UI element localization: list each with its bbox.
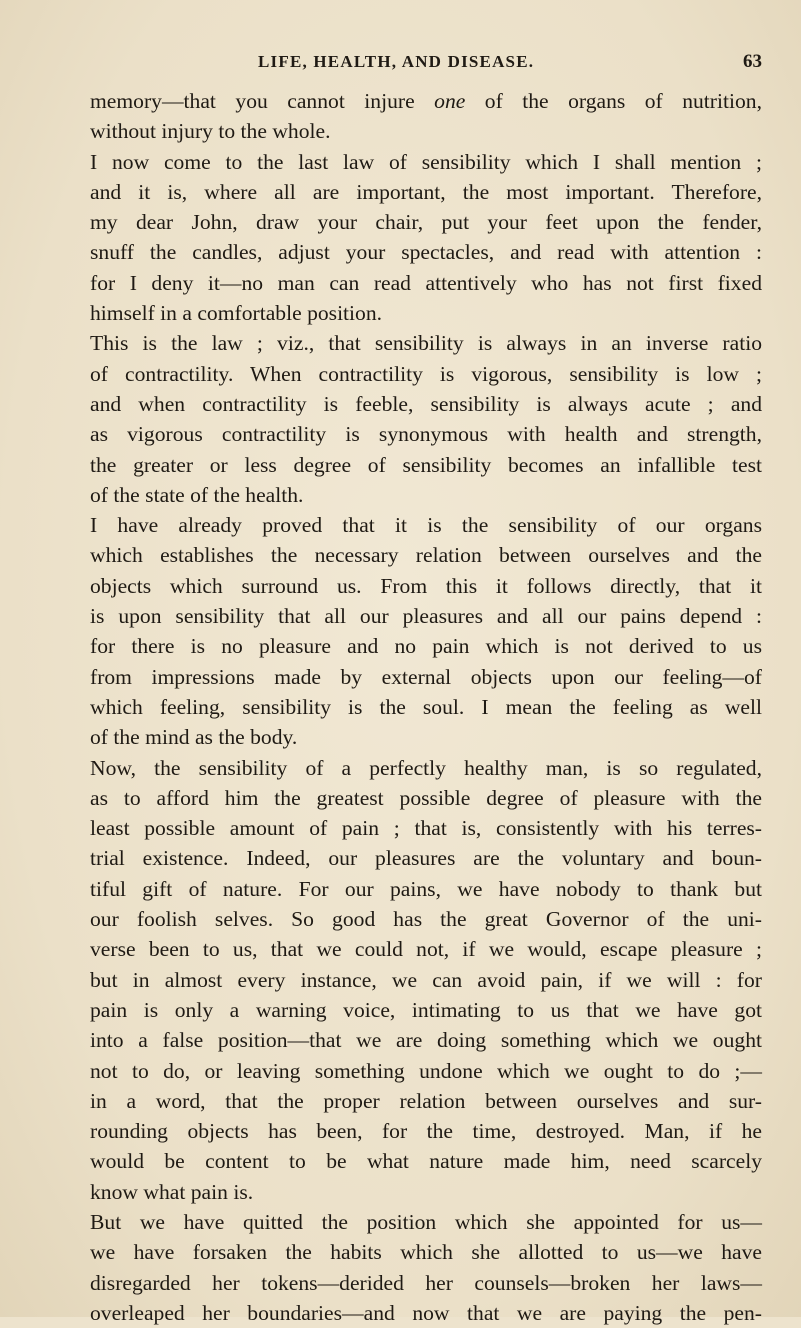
text-line: of the state of the health. — [90, 482, 304, 507]
text-line: himself in a comfortable position. — [90, 301, 383, 326]
text-line: in a word, that the proper relation between ourselves and sur- — [90, 1088, 762, 1113]
text-line: verse been to us, that we could not, if we would, escape pleasure ; — [90, 937, 762, 962]
text-line: But we have quitted the position which she appointed for us— — [90, 1209, 762, 1234]
body-text — [90, 86, 762, 1328]
text-line: overleaped her boundaries—and now that we are paying the pen- — [90, 1300, 762, 1325]
text-line: for I deny it—no man can read attentively who has not first fixed — [90, 270, 762, 295]
text-line: which establishes the necessary relation between ourselves and the — [90, 543, 762, 568]
text-line: as vigorous contractility is synonymous with health and strength, — [90, 422, 762, 447]
text-line: snuff the candles, adjust your spectacles, and read with attention : — [90, 240, 762, 265]
text-line: This is the law ; viz., that sensibility is always in an inverse ratio — [90, 331, 762, 356]
text-line: but in almost every instance, we can avoid pain, if we will : for — [90, 967, 762, 992]
text-line: pain is only a warning voice, intimating to us that we have got — [90, 997, 762, 1022]
text-line: we have forsaken the habits which she allotted to us—we have — [90, 1240, 762, 1265]
text-line: rounding objects has been, for the time, destroyed. Man, if he — [90, 1119, 762, 1144]
text-line: memory—that you cannot injure one of the organs of nutrition, — [90, 89, 762, 113]
text-line: for there is no pleasure and no pain which is not derived to us — [90, 634, 762, 659]
text-line: our foolish selves. So good has the great Governor of the uni- — [90, 907, 762, 932]
text-line: and it is, where all are important, the most important. Therefore, — [90, 179, 762, 204]
text-line: I have already proved that it is the sensibility of our organs — [90, 513, 762, 538]
running-head — [90, 52, 762, 76]
text-line: of contractility. When contractility is vigorous, sensibility is low ; — [90, 361, 762, 386]
text-line: which feeling, sensibility is the soul. I mean the feeling as well — [90, 694, 762, 719]
text-line: Now, the sensibility of a perfectly healthy man, is so regulated, — [90, 755, 762, 780]
text-line: is upon sensibility that all our pleasures and all our pains depend : — [90, 604, 762, 629]
text-line: from impressions made by external objects upon our feeling—of — [90, 664, 762, 689]
text-line: would be content to be what nature made him, need scarcely — [90, 1149, 762, 1174]
text-line: not to do, or leaving something undone which we ought to do ;— — [90, 1058, 762, 1083]
text-line: disregarded her tokens—derided her counsels—broken her laws— — [90, 1270, 762, 1295]
text-line: least possible amount of pain ; that is, consistently with his terres- — [90, 816, 762, 841]
text-line: the greater or less degree of sensibility becomes an infallible test — [90, 452, 762, 477]
text-line: without injury to the whole. — [90, 119, 331, 144]
text-line: objects which surround us. From this it follows directly, that it — [90, 573, 762, 598]
text-line: know what pain is. — [90, 1179, 254, 1204]
page-number: 63 — [743, 51, 762, 72]
running-title: LIFE, HEALTH, AND DISEASE. — [258, 52, 535, 71]
text-line: and when contractility is feeble, sensibility is always acute ; and — [90, 391, 762, 416]
text-line: into a false position—that we are doing something which we ought — [90, 1028, 762, 1053]
text-line: of the mind as the body. — [90, 725, 298, 750]
text-line: my dear John, draw your chair, put your feet upon the fender, — [90, 210, 762, 235]
text-line: I now come to the last law of sensibility which I shall mention ; — [90, 149, 762, 174]
text-line: tiful gift of nature. For our pains, we have nobody to thank but — [90, 876, 762, 901]
text-line: trial existence. Indeed, our pleasures are the voluntary and boun- — [90, 846, 762, 871]
text-line: as to afford him the greatest possible degree of pleasure with the — [90, 785, 762, 810]
